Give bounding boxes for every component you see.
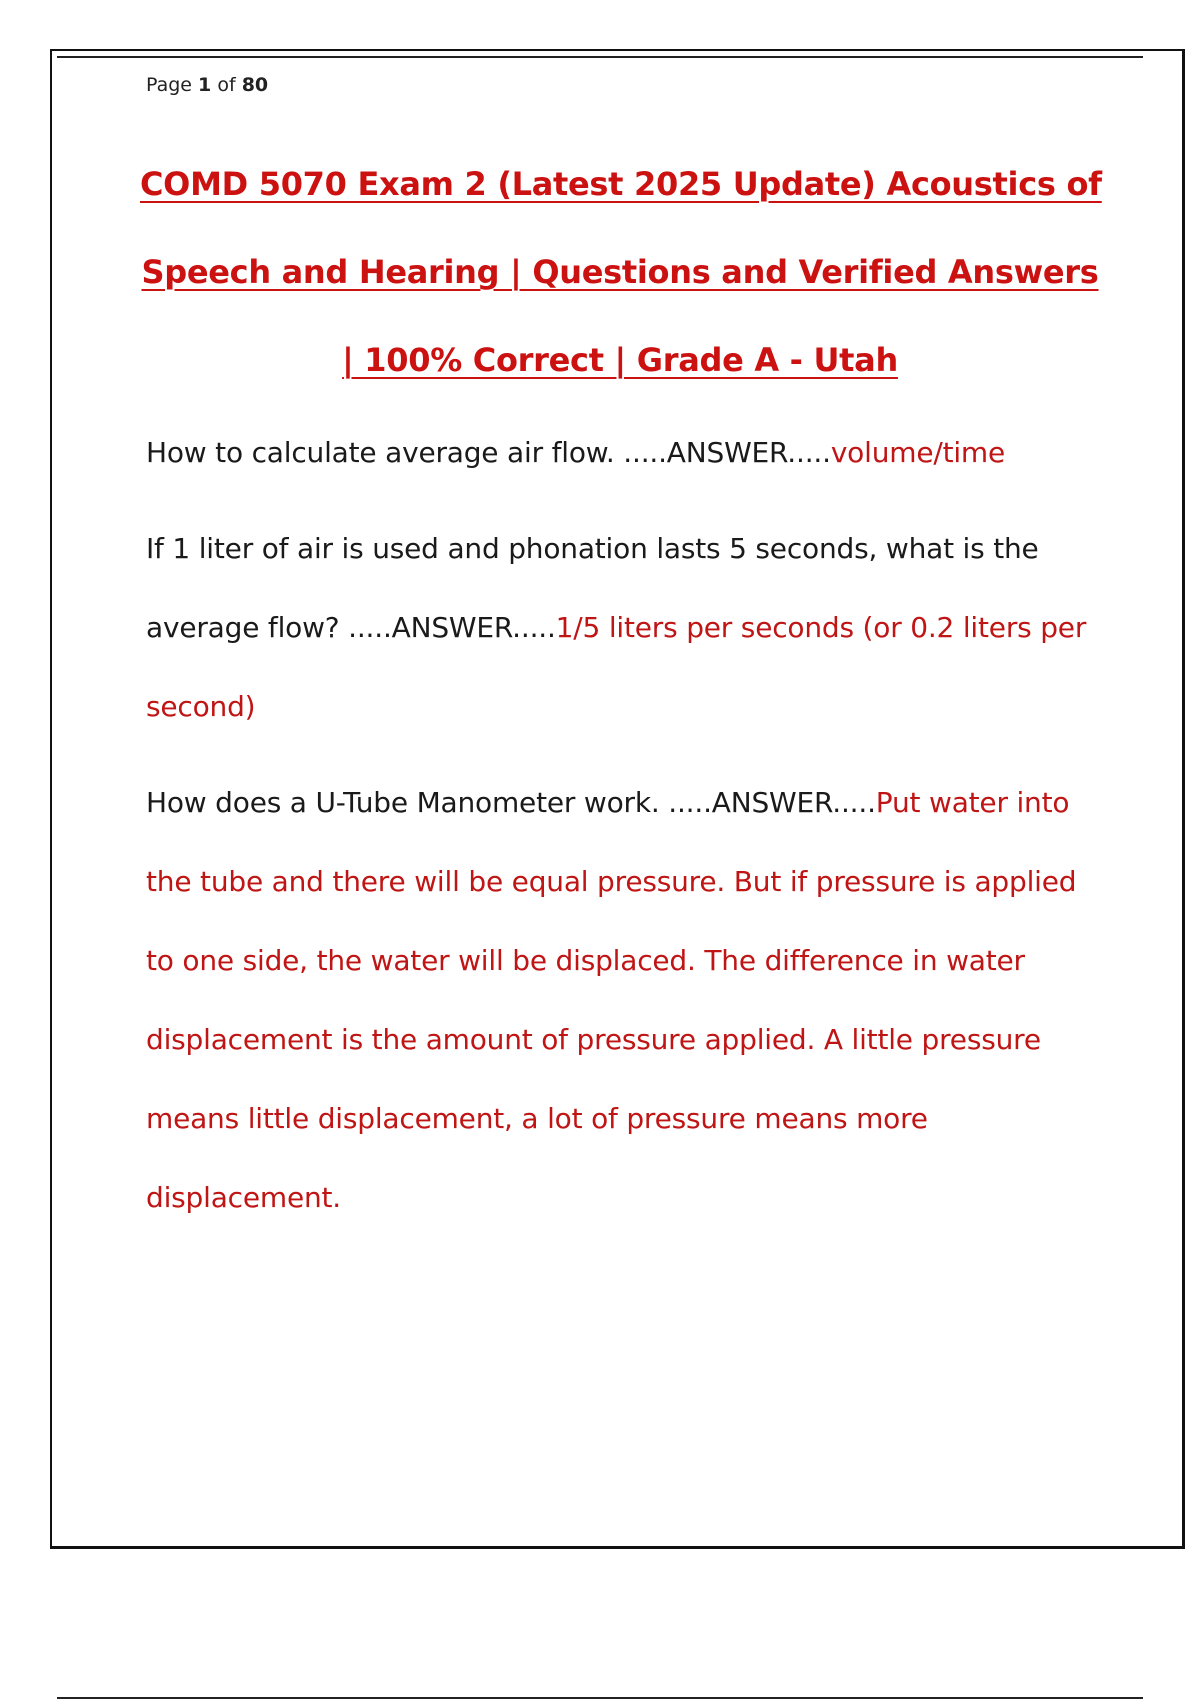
qa-item [146,413,1096,492]
answer-separator: .....ANSWER..... [623,436,831,469]
page-counter-prefix: Page [146,74,192,96]
qa-item [146,509,1096,746]
page-counter-current: 1 [198,74,212,96]
title-line-3: | 100% Correct | Grade A - Utah [342,341,898,379]
page-counter-total: 80 [241,74,269,96]
qa-content [146,413,1096,1254]
question-text: How does a U-Tube Manometer work. [146,786,669,819]
answer-text: Put water into the tube and there will be equal pressure. But if pressure is applied to one side, the water will be displaced. The difference in water displacement is the amount of pressure applied. A little pressure means little displacement, a lot of pressure means more displacement. [146,786,1077,1214]
answer-separator: .....ANSWER..... [668,786,876,819]
answer-separator: .....ANSWER..... [348,611,556,644]
question-text: How to calculate average air flow. [146,436,624,469]
question-text: If 1 liter of air is used and phonation lasts 5 seconds, what is the average flow? [146,532,1039,644]
document-title [140,140,1100,404]
title-line-1: COMD 5070 Exam 2 (Latest 2025 Update) Acoustics of [140,165,1102,203]
page-counter [146,74,268,96]
answer-text: volume/time [830,436,1006,469]
bottom-rule [57,1697,1143,1699]
title-line-2: Speech and Hearing | Questions and Verified Answers [141,253,1099,291]
top-rule [57,56,1143,58]
page-counter-of: of [217,74,236,96]
qa-item [146,763,1096,1237]
answer-text: 1/5 liters per seconds (or 0.2 liters per second) [146,611,1087,723]
